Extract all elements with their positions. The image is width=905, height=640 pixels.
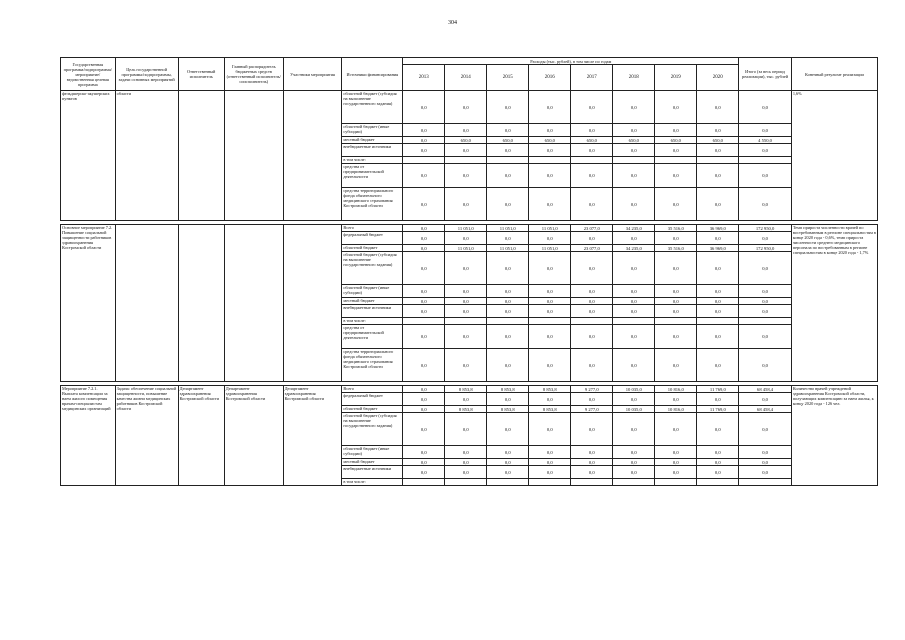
cell-total [739, 157, 792, 164]
cell-value: 0,0 [655, 393, 697, 406]
cell-value: 0,0 [697, 349, 739, 382]
cell-source: внебюджетные источники [342, 144, 403, 157]
cell-total: 0,0 [739, 124, 792, 137]
cell-value: 0,0 [487, 298, 529, 305]
cell-value: 0,0 [655, 325, 697, 349]
cell-total: 0,0 [739, 305, 792, 318]
cell-participants [283, 91, 342, 221]
cell-value: 0,0 [655, 285, 697, 298]
cell-participants [283, 225, 342, 382]
cell-source: средства территориального фонда обязательного медицинского страхования Костромской области [342, 349, 403, 382]
cell-value [655, 157, 697, 164]
cell-source: областной бюджет [342, 406, 403, 413]
cell-value: 0,0 [613, 393, 655, 406]
cell-value: 0,0 [529, 298, 571, 305]
cell-value: 0,0 [613, 164, 655, 188]
cell-value: 0,0 [445, 298, 487, 305]
cell-value: 0,0 [403, 188, 445, 221]
cell-value: 10 035,0 [613, 406, 655, 413]
cell-value [529, 479, 571, 486]
cell-value: 0,0 [529, 413, 571, 446]
cell-value: 0,0 [487, 164, 529, 188]
cell-value: 11 051,0 [445, 245, 487, 252]
cell-main-manager: Департамент здравоохранения Костромской области [224, 386, 283, 486]
header-result: Конечный результат реализации [791, 58, 877, 91]
cell-value [487, 479, 529, 486]
cell-value: 23 077,0 [571, 245, 613, 252]
cell-value [655, 318, 697, 325]
year-header: 2018 [613, 65, 655, 91]
cell-value: 0,0 [697, 188, 739, 221]
cell-total: 0,0 [739, 349, 792, 382]
cell-value: 0,0 [403, 406, 445, 413]
cell-value: 10 035,0 [613, 386, 655, 393]
cell-value: 0,0 [529, 188, 571, 221]
cell-source: областной бюджет (иные субсидии) [342, 124, 403, 137]
cell-goal: области [115, 91, 178, 221]
cell-value: 0,0 [613, 124, 655, 137]
cell-value: 650,0 [445, 137, 487, 144]
cell-value: 0,0 [655, 305, 697, 318]
cell-value: 0,0 [655, 144, 697, 157]
cell-value: 0,0 [613, 446, 655, 459]
cell-value: 23 077,0 [571, 225, 613, 232]
cell-value: 0,0 [445, 252, 487, 285]
cell-value: 0,0 [655, 124, 697, 137]
cell-value: 0,0 [613, 413, 655, 446]
cell-value: 0,0 [403, 305, 445, 318]
cell-value: 0,0 [487, 144, 529, 157]
cell-value: 0,0 [529, 232, 571, 245]
cell-value: 0,0 [403, 245, 445, 252]
cell-value: 0,0 [613, 91, 655, 124]
cell-value: 8 853,8 [487, 386, 529, 393]
cell-value: 0,0 [445, 305, 487, 318]
cell-value: 0,0 [445, 446, 487, 459]
cell-value: 0,0 [403, 386, 445, 393]
cell-total: 172 950,0 [739, 225, 792, 232]
cell-value: 0,0 [655, 466, 697, 479]
cell-result: Темп прироста численности врачей по востребованным в регионе специальностям в конце 2020 года - 0,6%, темп прироста численности среднего медицинского персонала по востребованным в регионе специальностям в конце 2020 года - 1,7% [791, 225, 877, 382]
cell-value: 0,0 [571, 144, 613, 157]
cell-value: 11 769,0 [697, 406, 739, 413]
year-header: 2019 [655, 65, 697, 91]
cell-value: 10 816,0 [655, 406, 697, 413]
page-number: 304 [448, 20, 457, 26]
cell-source: средства территориального фонда обязательного медицинского страхования Костромской области [342, 188, 403, 221]
cell-value: 0,0 [529, 393, 571, 406]
cell-value: 0,0 [571, 393, 613, 406]
cell-value: 0,0 [571, 305, 613, 318]
cell-value: 0,0 [445, 413, 487, 446]
header-responsible: Ответственный исполнитель [178, 58, 224, 91]
cell-value: 0,0 [697, 252, 739, 285]
cell-value: 0,0 [613, 466, 655, 479]
cell-value: 0,0 [403, 393, 445, 406]
year-header: 2014 [445, 65, 487, 91]
cell-value: 35 516,0 [655, 245, 697, 252]
cell-total: 0,0 [739, 164, 792, 188]
cell-value: 0,0 [445, 349, 487, 382]
cell-total: 0,0 [739, 252, 792, 285]
cell-value: 650,0 [655, 137, 697, 144]
cell-source: Всего [342, 386, 403, 393]
cell-value: 0,0 [613, 325, 655, 349]
cell-value: 0,0 [403, 459, 445, 466]
cell-value: 0,0 [529, 466, 571, 479]
cell-source: областной бюджет (субсидия на выполнение государственного задания) [342, 91, 403, 124]
cell-value: 0,0 [445, 188, 487, 221]
cell-program: фельдшерско-акушерских пунктов [61, 91, 116, 221]
cell-source: областной бюджет (субсидия на выполнение государственного задания) [342, 413, 403, 446]
cell-value: 0,0 [571, 124, 613, 137]
cell-value: 0,0 [445, 466, 487, 479]
cell-value: 0,0 [571, 413, 613, 446]
cell-value: 0,0 [571, 252, 613, 285]
cell-responsible: Департамент здравоохранения Костромской области [178, 386, 224, 486]
cell-value: 0,0 [697, 466, 739, 479]
cell-value: 11 051,0 [445, 225, 487, 232]
header-participants: Участники мероприятия [283, 58, 342, 91]
cell-value: 0,0 [487, 285, 529, 298]
cell-value: 0,0 [445, 459, 487, 466]
cell-source: в том числе: [342, 157, 403, 164]
cell-value: 8 853,8 [529, 386, 571, 393]
cell-value: 0,0 [445, 285, 487, 298]
cell-value: 0,0 [655, 232, 697, 245]
cell-value: 0,0 [571, 466, 613, 479]
cell-source: местный бюджет [342, 137, 403, 144]
cell-value: 0,0 [403, 225, 445, 232]
table-row [61, 386, 878, 393]
cell-value: 0,0 [403, 285, 445, 298]
cell-total: 0,0 [739, 466, 792, 479]
cell-source: средства от предпринимательской деятельности [342, 164, 403, 188]
cell-value: 0,0 [487, 305, 529, 318]
cell-value: 0,0 [571, 325, 613, 349]
cell-total [739, 318, 792, 325]
cell-value: 9 277,0 [571, 406, 613, 413]
cell-value: 0,0 [403, 144, 445, 157]
cell-value: 0,0 [697, 325, 739, 349]
cell-source: средства от предпринимательской деятельности [342, 325, 403, 349]
cell-value: 0,0 [529, 252, 571, 285]
cell-value [403, 157, 445, 164]
cell-value: 0,0 [697, 413, 739, 446]
cell-value: 0,0 [529, 325, 571, 349]
cell-value [445, 157, 487, 164]
cell-value: 11 769,0 [697, 386, 739, 393]
cell-total: 0,0 [739, 459, 792, 466]
cell-source: внебюджетные источники [342, 466, 403, 479]
cell-value [613, 157, 655, 164]
cell-value: 0,0 [697, 285, 739, 298]
cell-total: 0,0 [739, 144, 792, 157]
cell-value: 0,0 [697, 305, 739, 318]
cell-goal: Задача: обеспечение социальной защищенности, повышение качества жизни медицинских работников Костромской области [115, 386, 178, 486]
header-program: Государственная программа/подпрограмма/мероприятие/ведомственная целевая программа [61, 58, 116, 91]
cell-result: 1,6% [791, 91, 877, 221]
cell-value: 34 235,0 [613, 245, 655, 252]
cell-source: областной бюджет (субсидия на выполнение государственного задания) [342, 252, 403, 285]
cell-value: 0,0 [529, 305, 571, 318]
cell-result: Количество врачей учреждений здравоохранения Костромской области, получающих компенсацию за наем жилья, к концу 2020 года - 126 чел. [791, 386, 877, 486]
cell-value: 0,0 [445, 164, 487, 188]
cell-value: 0,0 [445, 393, 487, 406]
cell-value [571, 318, 613, 325]
financing-table [60, 57, 878, 486]
year-header: 2016 [529, 65, 571, 91]
cell-value: 36 969,0 [697, 245, 739, 252]
cell-value: 8 853,8 [487, 406, 529, 413]
cell-value: 0,0 [697, 124, 739, 137]
cell-value: 0,0 [655, 188, 697, 221]
cell-total: 4 550,0 [739, 137, 792, 144]
table-row [61, 91, 878, 124]
cell-value: 0,0 [613, 144, 655, 157]
cell-value: 11 051,0 [487, 245, 529, 252]
cell-value: 0,0 [697, 91, 739, 124]
cell-value: 650,0 [697, 137, 739, 144]
cell-program: Мероприятие 7.2.1. Выплата компенсации за наем жилого помещения врачам-специалистам медицинских организаций [61, 386, 116, 486]
cell-total [739, 479, 792, 486]
cell-value [445, 479, 487, 486]
cell-value: 0,0 [403, 466, 445, 479]
cell-value: 0,0 [445, 232, 487, 245]
cell-value: 650,0 [487, 137, 529, 144]
cell-value: 650,0 [613, 137, 655, 144]
cell-total: 0,0 [739, 393, 792, 406]
cell-value: 0,0 [613, 285, 655, 298]
cell-value: 0,0 [697, 459, 739, 466]
cell-goal [115, 225, 178, 382]
cell-value: 0,0 [487, 393, 529, 406]
cell-value: 0,0 [571, 91, 613, 124]
cell-value: 0,0 [403, 252, 445, 285]
cell-value [529, 318, 571, 325]
cell-value: 0,0 [487, 325, 529, 349]
cell-value: 36 969,0 [697, 225, 739, 232]
cell-value: 0,0 [403, 349, 445, 382]
year-header: 2015 [487, 65, 529, 91]
cell-value: 0,0 [403, 413, 445, 446]
cell-value: 0,0 [613, 305, 655, 318]
cell-source: областной бюджет (иные субсидии) [342, 446, 403, 459]
cell-value: 0,0 [613, 188, 655, 221]
cell-value: 0,0 [529, 349, 571, 382]
cell-value: 0,0 [403, 91, 445, 124]
cell-value: 0,0 [571, 298, 613, 305]
cell-value: 34 235,0 [613, 225, 655, 232]
cell-responsible [178, 91, 224, 221]
cell-value: 0,0 [529, 285, 571, 298]
cell-total: 0,0 [739, 91, 792, 124]
cell-source: областной бюджет (иные субсидии) [342, 285, 403, 298]
cell-value: 0,0 [571, 188, 613, 221]
cell-value: 11 051,0 [487, 225, 529, 232]
cell-value: 8 853,8 [445, 406, 487, 413]
cell-value [571, 479, 613, 486]
cell-value: 0,0 [529, 91, 571, 124]
cell-source: в том числе: [342, 318, 403, 325]
cell-source: в том числе: [342, 479, 403, 486]
cell-value: 0,0 [403, 232, 445, 245]
cell-value: 0,0 [655, 164, 697, 188]
cell-value: 0,0 [571, 285, 613, 298]
header-main-manager: Главный распорядитель бюджетных средств (ответственный исполнитель/соисполнитель) [224, 58, 283, 91]
cell-value: 0,0 [403, 446, 445, 459]
cell-value [697, 479, 739, 486]
cell-value [403, 318, 445, 325]
cell-source: федеральный бюджет [342, 393, 403, 406]
cell-value: 0,0 [403, 164, 445, 188]
cell-value [487, 318, 529, 325]
cell-value: 0,0 [571, 232, 613, 245]
cell-value: 0,0 [445, 144, 487, 157]
cell-value: 0,0 [655, 252, 697, 285]
cell-value: 0,0 [529, 164, 571, 188]
cell-value: 0,0 [697, 232, 739, 245]
cell-source: федеральный бюджет [342, 232, 403, 245]
cell-value: 0,0 [487, 91, 529, 124]
cell-source: Всего [342, 225, 403, 232]
cell-value: 0,0 [571, 459, 613, 466]
table-row [61, 225, 878, 232]
cell-value: 0,0 [655, 459, 697, 466]
year-header: 2017 [571, 65, 613, 91]
cell-value: 0,0 [403, 124, 445, 137]
cell-value [445, 318, 487, 325]
cell-value [655, 479, 697, 486]
cell-value: 0,0 [445, 325, 487, 349]
cell-source: внебюджетные источники [342, 305, 403, 318]
cell-responsible [178, 225, 224, 382]
cell-participants: Департамент здравоохранения Костромской области [283, 386, 342, 486]
cell-value: 0,0 [445, 91, 487, 124]
cell-program: Основное мероприятие 7.2. Повышение социальной защищенности работников здравоохранения Костромской области [61, 225, 116, 382]
cell-value: 0,0 [613, 232, 655, 245]
cell-value: 0,0 [487, 232, 529, 245]
cell-value: 0,0 [403, 298, 445, 305]
cell-value: 0,0 [487, 466, 529, 479]
cell-value: 0,0 [529, 446, 571, 459]
cell-value: 35 516,0 [655, 225, 697, 232]
cell-value: 0,0 [487, 446, 529, 459]
cell-main-manager [224, 225, 283, 382]
cell-source: областной бюджет [342, 245, 403, 252]
cell-total: 68 458,4 [739, 386, 792, 393]
cell-main-manager [224, 91, 283, 221]
cell-value: 0,0 [571, 446, 613, 459]
cell-value: 0,0 [487, 124, 529, 137]
year-header: 2013 [403, 65, 445, 91]
cell-value: 0,0 [697, 298, 739, 305]
cell-total: 0,0 [739, 232, 792, 245]
cell-total: 0,0 [739, 325, 792, 349]
cell-value [697, 318, 739, 325]
cell-value: 0,0 [697, 144, 739, 157]
cell-total: 68 458,4 [739, 406, 792, 413]
cell-value: 10 816,0 [655, 386, 697, 393]
year-header: 2020 [697, 65, 739, 91]
cell-value: 8 853,8 [445, 386, 487, 393]
cell-source: местный бюджет [342, 298, 403, 305]
cell-total: 172 950,0 [739, 245, 792, 252]
cell-value: 0,0 [613, 459, 655, 466]
cell-value: 9 277,0 [571, 386, 613, 393]
header-sources: Источники финансирования [342, 58, 403, 91]
cell-value: 650,0 [529, 137, 571, 144]
cell-value: 0,0 [655, 298, 697, 305]
cell-value [529, 157, 571, 164]
cell-value: 0,0 [487, 459, 529, 466]
cell-value: 0,0 [487, 252, 529, 285]
header-total: Итого (за весь период реализации), тыс. рублей [739, 58, 792, 91]
cell-total: 0,0 [739, 298, 792, 305]
cell-value: 650,0 [571, 137, 613, 144]
cell-value: 0,0 [487, 349, 529, 382]
cell-value: 0,0 [697, 164, 739, 188]
cell-value: 0,0 [529, 459, 571, 466]
cell-value: 0,0 [655, 413, 697, 446]
cell-value: 8 853,8 [529, 406, 571, 413]
cell-value: 0,0 [655, 446, 697, 459]
cell-value [697, 157, 739, 164]
cell-value: 0,0 [571, 349, 613, 382]
cell-value [613, 318, 655, 325]
cell-total: 0,0 [739, 413, 792, 446]
cell-total: 0,0 [739, 285, 792, 298]
cell-value: 0,0 [445, 124, 487, 137]
cell-value: 0,0 [487, 188, 529, 221]
cell-value: 0,0 [613, 349, 655, 382]
cell-value: 0,0 [529, 124, 571, 137]
cell-value: 0,0 [697, 446, 739, 459]
cell-value: 11 051,0 [529, 245, 571, 252]
header-goal: Цель государственной программы/подпрограммы, задачи основных мероприятий [115, 58, 178, 91]
cell-value: 0,0 [613, 298, 655, 305]
cell-value [613, 479, 655, 486]
cell-value: 0,0 [403, 325, 445, 349]
cell-total: 0,0 [739, 188, 792, 221]
cell-value: 0,0 [529, 144, 571, 157]
cell-value: 11 051,0 [529, 225, 571, 232]
cell-value: 0,0 [613, 252, 655, 285]
cell-value: 0,0 [571, 164, 613, 188]
cell-value: 0,0 [403, 137, 445, 144]
cell-value: 0,0 [487, 413, 529, 446]
cell-value [571, 157, 613, 164]
cell-value [487, 157, 529, 164]
cell-source: местный бюджет [342, 459, 403, 466]
cell-value [403, 479, 445, 486]
cell-value: 0,0 [697, 393, 739, 406]
cell-total: 0,0 [739, 446, 792, 459]
header-expenses: Расходы (тыс. рублей), в том числе по годам [403, 58, 739, 65]
cell-value: 0,0 [655, 349, 697, 382]
cell-value: 0,0 [655, 91, 697, 124]
